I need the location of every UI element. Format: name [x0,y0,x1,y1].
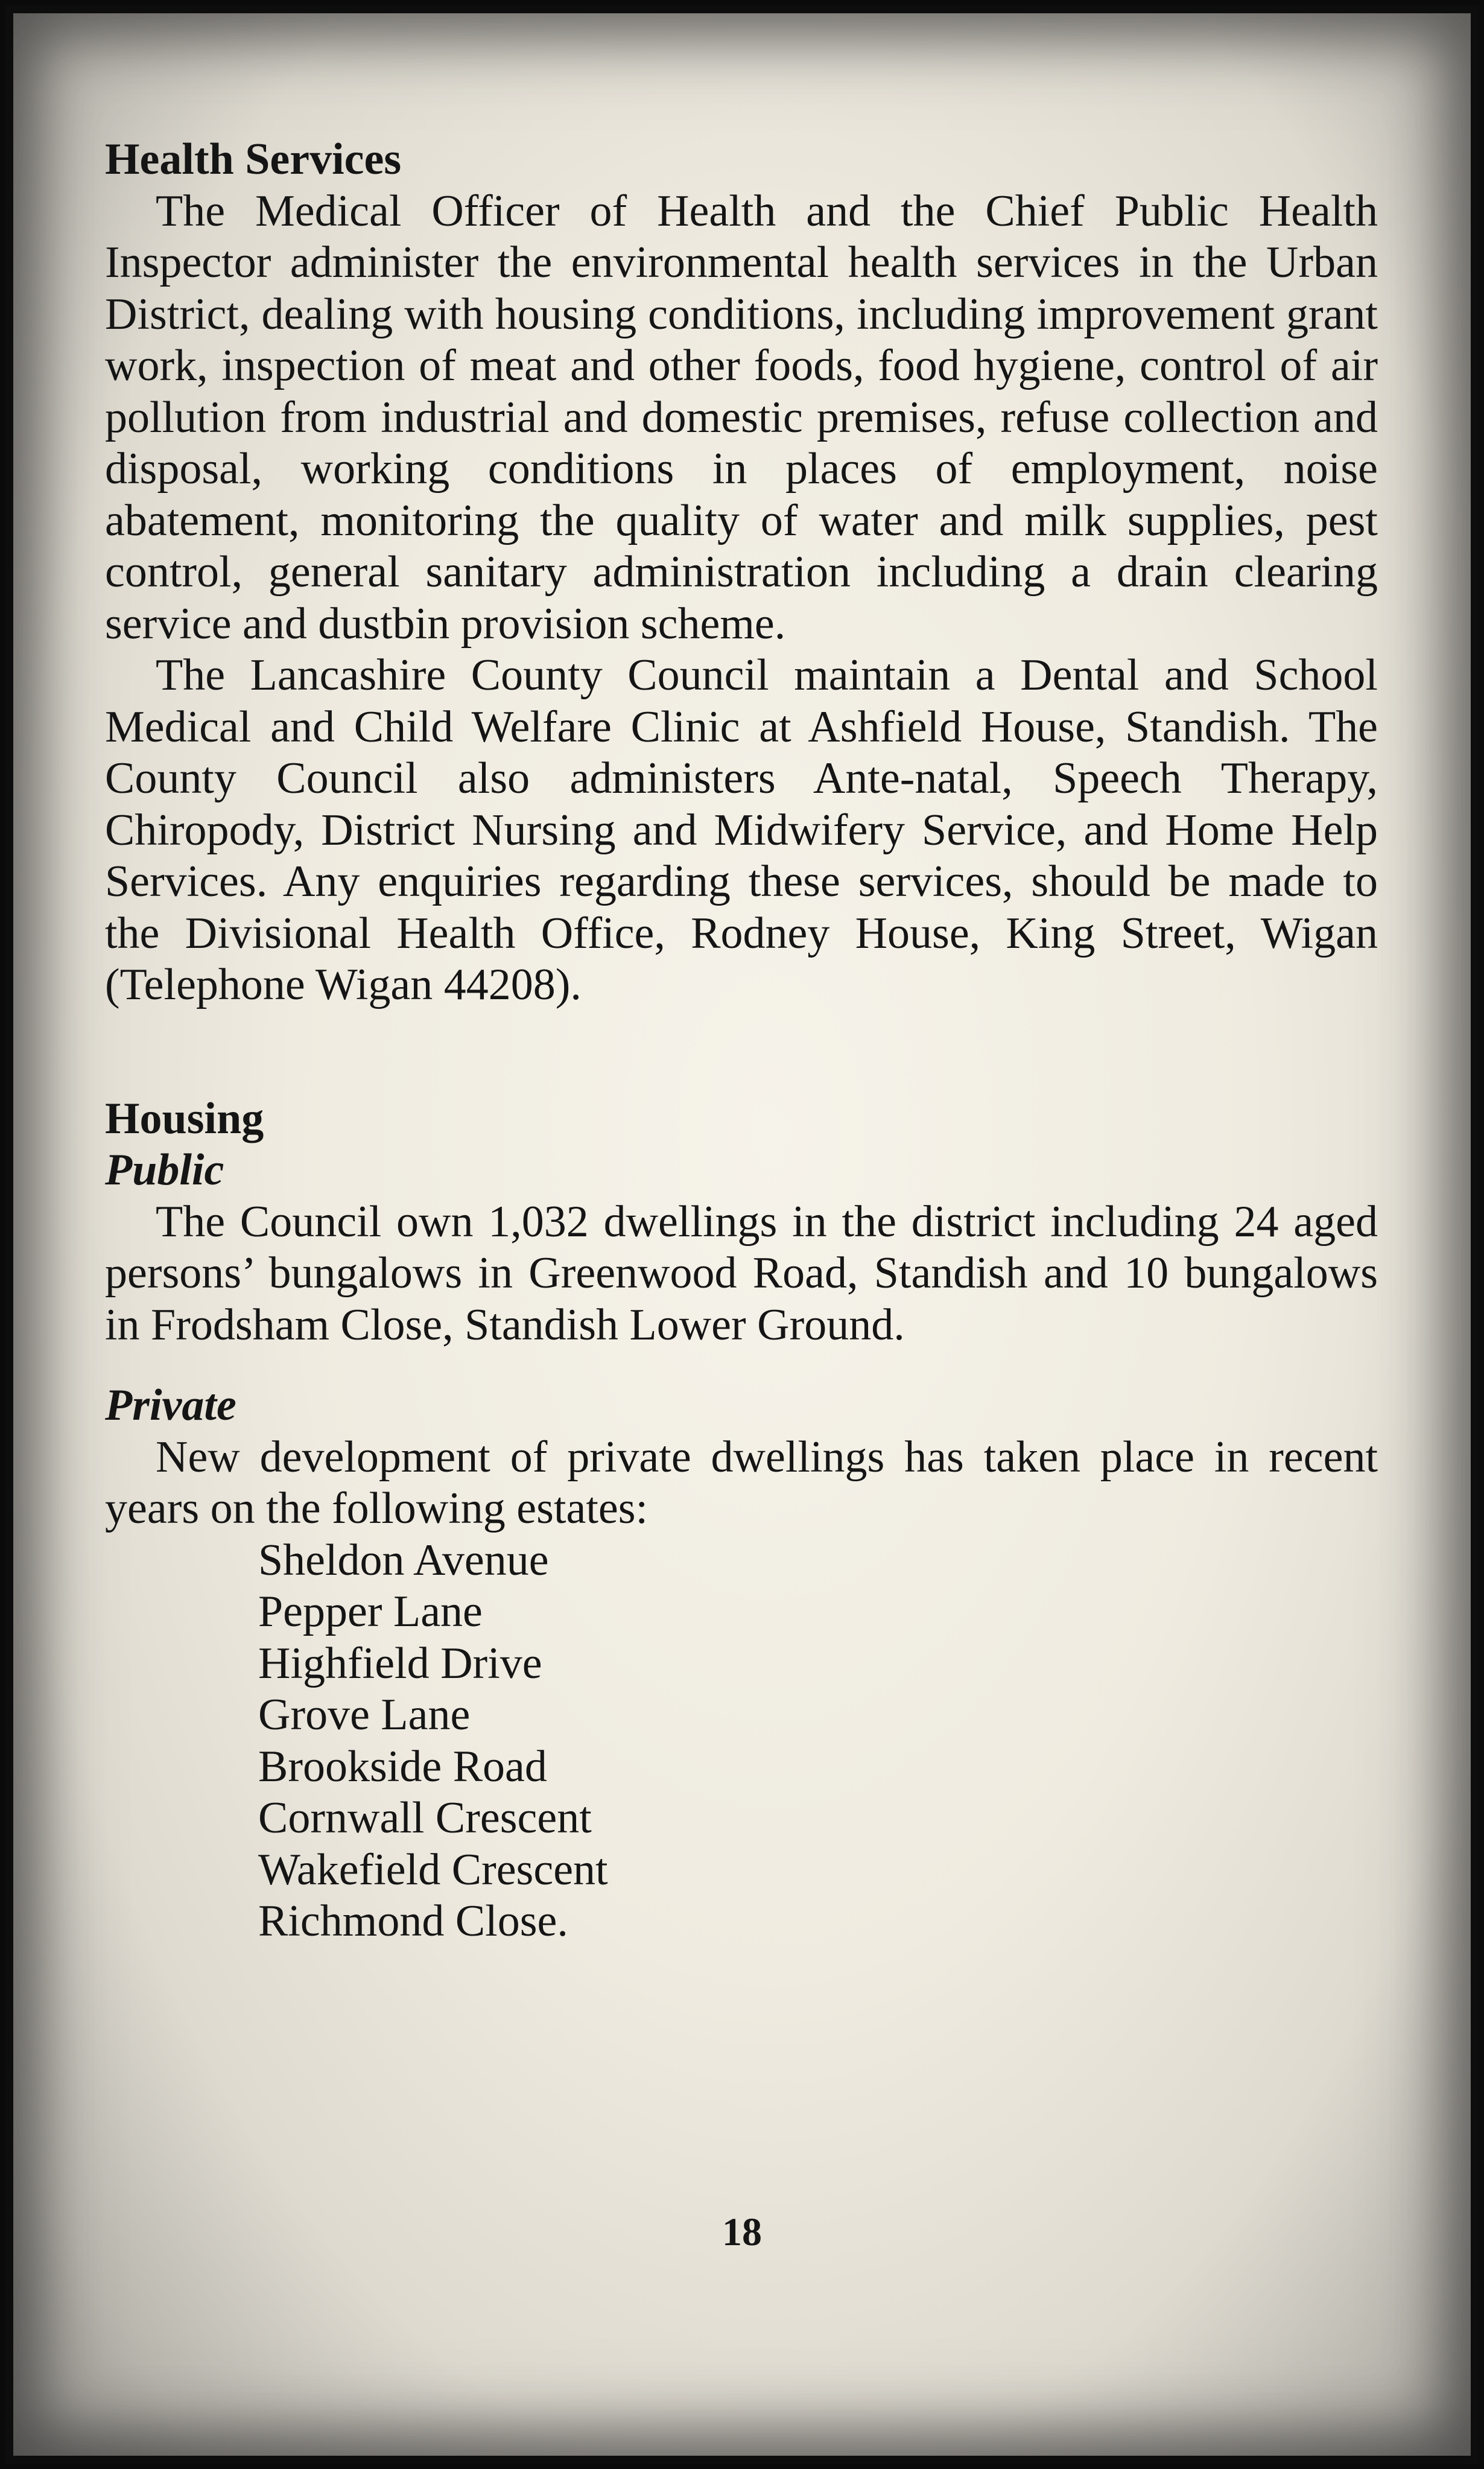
estate-item: Pepper Lane [258,1587,483,1636]
estate-list [105,1535,1378,1948]
health-services-paragraph-2: The Lancashire County Council maintain a Dental and School Medical and Child Welfare Clinic at Ashfield House, Standish. The County Council also administers Ante-natal, Speech Therapy, Chiropody, District Nursing and Midwifery Service, and Home Help Services. Any enquiries regarding these services, should be made to the Divisional Health Office, Rodney House, King Street, Wigan (Telephone Wigan 44208). [105,650,1378,1009]
estate-item: Richmond Close. [258,1896,568,1946]
housing-private-paragraph: New development of private dwellings has taken place in recent years on the following estates: [105,1432,1378,1533]
housing-private-subheading: Private [105,1381,236,1430]
section-spacer [105,1011,1378,1093]
health-services-section [105,134,1378,1011]
page-number: 18 [722,2210,762,2254]
scan-border [5,5,1479,2464]
page-content [105,134,1378,1948]
estate-item: Grove Lane [258,1690,471,1740]
estate-item: Wakefield Crescent [258,1845,608,1895]
housing-public-paragraph: The Council own 1,032 dwellings in the district including 24 aged persons’ bungalows in Greenwood Road, Standish and 10 bungalows in Frodsham Close, Standish Lower Ground. [105,1196,1378,1350]
housing-heading: Housing [105,1093,264,1143]
book-page [13,13,1471,2456]
subsection-spacer [105,1351,1378,1380]
housing-section [105,1093,1378,1948]
estate-item: Highfield Drive [258,1638,542,1688]
housing-public-subheading: Public [105,1145,224,1195]
health-services-heading: Health Services [105,135,402,184]
estate-item: Cornwall Crescent [258,1793,592,1843]
estate-item: Brookside Road [258,1741,547,1791]
health-services-paragraph-1: The Medical Officer of Health and the Chief Public Health Inspector administer the environmental health services in the Urban District, dealing with housing conditions, including improvement grant work, inspection of meat and other foods, food hygiene, control of air pollution from industrial and domestic premises, refuse collection and disposal, working conditions in places of employment, noise abatement, monitoring the quality of water and milk supplies, pest control, general sanitary administration including a drain clearing service and dustbin provision scheme. [105,186,1378,649]
estate-item: Sheldon Avenue [258,1535,549,1585]
